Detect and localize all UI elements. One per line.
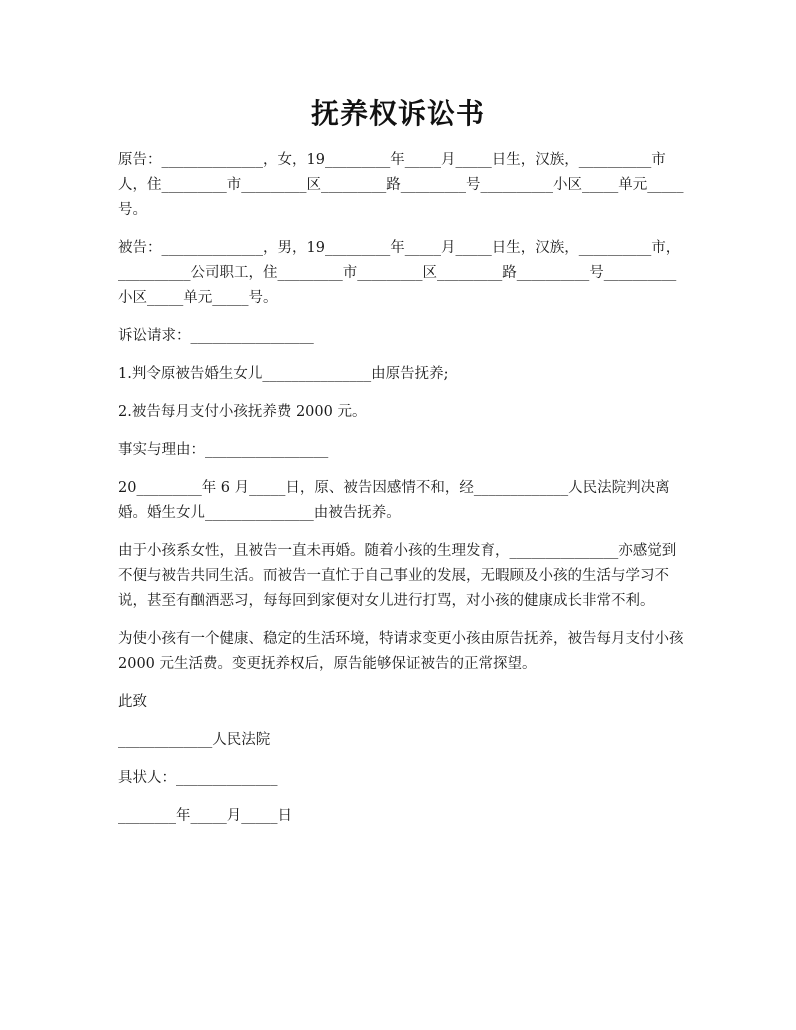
facts-paragraph-2: 由于小孩系女性，且被告一直未再婚。随着小孩的生理发育，_______________亦感觉到不便与被告共同生活。而被告一直忙于自己事业的发展，无暇顾及小孩的生活与学习不说，甚至有酗酒恶习，每每回到家便对女儿进行打骂，对小孩的健康成长非常不利。 (118, 543, 677, 609)
claim-2: 2.被告每月支付小孩抚养费 2000 元。 (118, 404, 367, 420)
claim-1: 1.判令原被告婚生女儿_______________由原告抚养; (118, 366, 449, 382)
plaintiff-info: 原告：______________，女，19_________年_____月_____日生，汉族，__________市人，住_________市_________区_________路_________号__________小区_____单元_____号。 (118, 152, 684, 218)
court-name: _____________人民法院 (118, 732, 271, 748)
claims-heading: 诉讼请求：_________________ (118, 328, 314, 344)
facts-paragraph-3: 为使小孩有一个健康、稳定的生活环境，特请求变更小孩由原告抚养，被告每月支付小孩 2000 元生活费。变更抚养权后，原告能够保证被告的正常探望。 (118, 631, 689, 672)
document-title: 抚养权诉讼书 (310, 97, 485, 130)
defendant-info: 被告：______________，男，19_________年_____月_____日生，汉族，__________市，__________公司职工，住_________市_________区_________路__________号__________小区_____单元_____号。 (118, 240, 681, 306)
document-body (118, 148, 689, 842)
signatory: 具状人：______________ (118, 770, 278, 786)
salutation: 此致 (118, 694, 147, 710)
facts-heading: 事实与理由：_________________ (118, 442, 329, 458)
facts-paragraph-1: 20_________年 6 月_____日，原、被告因感情不和，经_____________人民法院判决离婚。婚生女儿_______________由被告抚养。 (118, 480, 670, 521)
date-line: ________年_____月_____日 (118, 808, 292, 824)
